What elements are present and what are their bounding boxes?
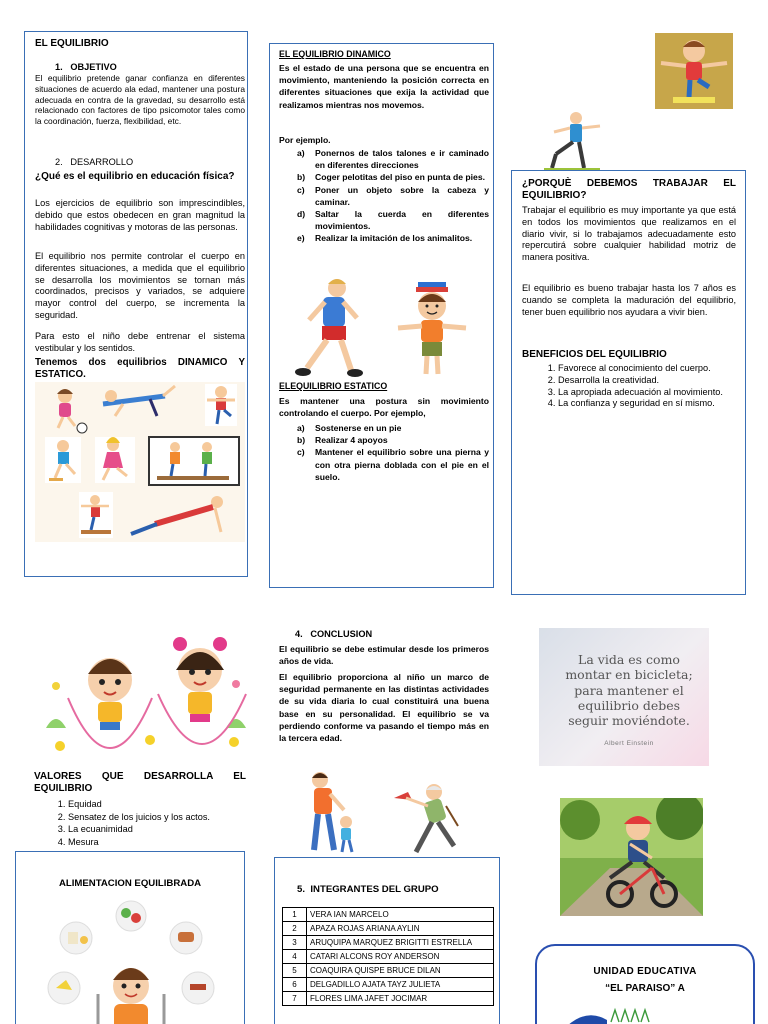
school-badge xyxy=(535,944,755,1024)
man-walking-illustration xyxy=(285,276,380,381)
list-item: d) Saltar la cuerda en diferentes movimientos. xyxy=(297,209,489,232)
kid-jump-icon xyxy=(45,437,81,483)
por-que-paragraph-1: Trabajar el equilibrio es muy importante ya que está en todos los movimientos que realizamos en el diario vivir, si lo trabajamos adecuadamente esto repercutirá sobre cualquier habilidad motriz de manera positiva. xyxy=(522,205,736,263)
paragraph-3: Para esto el niño debe entrenar el sistema vestibular y los sentidos. xyxy=(35,331,245,353)
beneficios-list xyxy=(524,363,736,410)
kid-balance-icon xyxy=(205,384,237,426)
man-kneel-balance-image xyxy=(540,110,604,174)
section-alimentacion xyxy=(15,851,245,1024)
list-item: 3. La apropiada adecuación al movimiento. xyxy=(558,387,736,399)
table-row: 6 DELGADILLO AJATA TAYZ JULIETA xyxy=(283,978,494,992)
section-equilibrio xyxy=(24,31,248,577)
list-item: 3. La ecuanimidad xyxy=(68,823,246,836)
school-logo-icon xyxy=(567,1006,687,1024)
estatico-title: ELEQUILIBRIO ESTATICO xyxy=(279,381,388,391)
por-que-heading: ¿PORQUÈ DEBEMOS TRABAJAR EL EQUILIBRIO? xyxy=(522,178,736,202)
list-item: 1. Equidad xyxy=(68,798,246,811)
table-row: 5 COAQUIRA QUISPE BRUCE DILAN xyxy=(283,964,494,978)
list-item: b) Realizar 4 apoyos xyxy=(297,435,388,446)
objetivo-text: El equilibrio pretende ganar confianza en diferentes situaciones de acuerdo ala edad, mantener una postura adecuada en contra de la gravedad, su desarrollo está relacionado con factores de tipo psicomotor tales como la coordinación, fuerza, flexibilidad, etc. xyxy=(35,73,245,126)
kids-jump-rope-image xyxy=(40,628,252,753)
list-item: c) Mantener el equilibrio sobre una pierna y con otra pierna doblada con el pie en el suelo. xyxy=(297,447,489,482)
por-ejemplo-label: Por ejemplo. xyxy=(279,135,331,145)
father-son-illustration xyxy=(300,770,360,855)
table-row: 2 APAZA ROJAS ARIANA AYLIN xyxy=(283,922,494,936)
estatico-list xyxy=(279,422,489,483)
kid-yoga-image xyxy=(655,33,733,109)
kid-books-head-illustration xyxy=(392,280,472,380)
alimentacion-title: ALIMENTACION EQUILIBRADA xyxy=(58,878,202,889)
conclusion-paragraph-2: El equilibrio proporciona al niño un marco de seguridad permanente en las distintas actividades de su vida diaria lo cual constituirá una buena base en su personalidad. El equilibrio se va perdiendo conforme va pasando el tiempo más en la tercera edad. xyxy=(279,672,489,744)
table-row: 4 CATARI ALCONS ROY ANDERSON xyxy=(283,950,494,964)
kids-beam-icon xyxy=(149,437,239,485)
school-name-line-1: UNIDAD EDUCATIVA xyxy=(593,966,697,977)
dinamico-text: Es el estado de una persona que se encuentra en movimiento, manteniendo la posición correcta en diferentes situaciones que exija la actividad que realizamos mientras nos movemos. xyxy=(279,63,489,110)
list-item: 2. Desarrolla la creatividad. xyxy=(558,375,736,387)
estatico-text: Es mantener una postura sin movimiento controlando el cuerpo. Por ejemplo, xyxy=(279,396,489,419)
list-item: 4. Mesura xyxy=(68,836,246,849)
list-item: c) Poner un objeto sobre la cabeza y caminar. xyxy=(297,184,489,207)
list-item: e) Realizar la imitación de los animalitos. xyxy=(297,233,473,244)
dinamico-list xyxy=(279,147,489,245)
list-item: a) Ponernos de talos talones e ir caminado en diferentes direcciones xyxy=(297,148,489,171)
food-plate-illustration xyxy=(36,898,226,1024)
objetivo-heading: 1. OBJETIVO xyxy=(55,62,117,72)
desarrollo-heading: 2. DESARROLLO xyxy=(55,157,134,167)
conclusion-paragraph-1: El equilibrio se debe estimular desde los primeros años de vida. xyxy=(279,644,489,667)
list-item: a) Sostenerse en un pie xyxy=(297,423,402,433)
list-item: b) Coger pelotitas del piso en punta de pies. xyxy=(297,172,485,183)
dinamico-title: EL EQUILIBRIO DINAMICO xyxy=(279,49,391,59)
page-title: EL EQUILIBRIO xyxy=(35,38,109,49)
paragraph-1: Los ejercicios de equilibrio son imprescindibles, debido que estos obedecen en gran magnitud la habilidades cognitivas y motoras de las personas. xyxy=(35,198,245,232)
quote-text: La vida es como montar en bicicleta; para mantener el equilibrio debes seguir moviéndote. xyxy=(565,652,693,728)
section-integrantes xyxy=(274,857,500,1024)
table-row: 7 FLORES LIMA JAFET JOCIMAR xyxy=(283,992,494,1006)
conclusion-heading: 4. CONCLUSION xyxy=(295,629,373,639)
list-item: 2. Sensatez de los juicios y los actos. xyxy=(68,811,246,824)
kid-beam-walk-icon xyxy=(79,492,113,538)
por-que-paragraph-2: El equilibrio es bueno trabajar hasta los 7 años es cuando se completa la maduración del equilibrio, tener buen equilibrio nos ayudara a vivir bien. xyxy=(522,283,736,317)
members-table xyxy=(282,907,494,1006)
elderly-man-illustration xyxy=(388,776,463,856)
beneficios-title: BENEFICIOS DEL EQUILIBRIO xyxy=(522,349,667,360)
einstein-quote-card xyxy=(539,628,709,766)
table-row: 1 VERA IAN MARCELO xyxy=(283,908,494,922)
list-item: 4. La confianza y seguridad en sí mismo. xyxy=(558,398,736,410)
question-heading: ¿Qué es el equilibrio en educación física? xyxy=(35,171,235,182)
kid-balance-bike-photo xyxy=(560,798,703,916)
list-item: 1. Favorece al conocimiento del cuerpo. xyxy=(558,363,736,375)
section-por-que xyxy=(511,170,746,595)
integrantes-heading: 5. INTEGRANTES DEL GRUPO xyxy=(297,884,439,895)
tenemos-text: Tenemos dos equilibrios DINAMICO Y ESTATICO. xyxy=(35,357,245,380)
paragraph-2: El equilibrio nos permite controlar el cuerpo en diferentes situaciones, a medida que el equilibrio se desarrolla los movimientos se tornan más coordinados, precisos y variados, se adquiere mayor control del cuerpo, se incrementa la seguridad. xyxy=(35,251,245,320)
valores-list xyxy=(34,798,246,849)
valores-title: VALORES QUE DESARROLLA EL EQUILIBRIO xyxy=(34,771,246,794)
table-row: 3 ARUQUIPA MARQUEZ BRIGITTI ESTRELLA xyxy=(283,936,494,950)
section-dinamico-estatico xyxy=(269,43,494,588)
kids-exercise-collage xyxy=(35,382,245,542)
school-name-line-2: “EL PARAISO” A xyxy=(605,983,685,994)
quote-author: Albert Einstein xyxy=(604,740,654,747)
girl-dance-icon xyxy=(95,437,135,483)
